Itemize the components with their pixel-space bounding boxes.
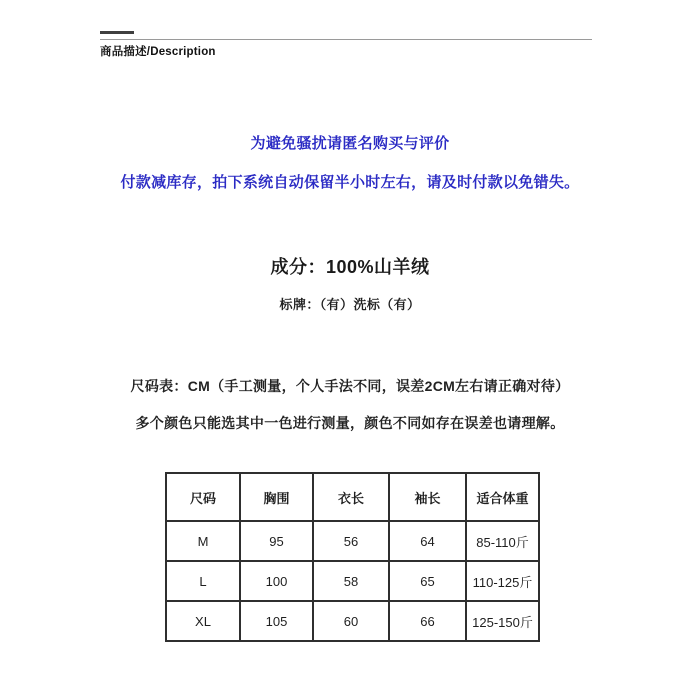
- payment-stock-notice: 付款减库存，拍下系统自动保留半小时左右，请及时付款以免错失。: [120, 174, 580, 191]
- cell-sleeve: 66: [389, 601, 466, 641]
- size-table-row-xl: [166, 601, 539, 641]
- column-header-weight: 适合体重: [466, 473, 539, 521]
- cell-size: L: [166, 561, 240, 601]
- column-header-chest: 胸围: [240, 473, 313, 521]
- cell-chest: 95: [240, 521, 313, 561]
- cell-length: 60: [313, 601, 389, 641]
- cell-length: 58: [313, 561, 389, 601]
- cell-weight: 110-125斤: [466, 561, 539, 601]
- size-chart-measure-note: 尺码表：CM（手工测量，个人手法不同，误差2CM左右请正确对待）: [130, 378, 570, 394]
- size-table-row-m: [166, 521, 539, 561]
- cell-size: M: [166, 521, 240, 561]
- size-table: [165, 472, 540, 642]
- cell-length: 56: [313, 521, 389, 561]
- column-header-size: 尺码: [166, 473, 240, 521]
- header-divider: [100, 39, 592, 40]
- size-table-row-l: [166, 561, 539, 601]
- description-title: 商品描述/Description: [100, 46, 216, 58]
- labels-washlabel-line: 标牌：（有）洗标（有）: [279, 297, 421, 312]
- cell-weight: 125-150斤: [466, 601, 539, 641]
- cell-sleeve: 64: [389, 521, 466, 561]
- column-header-length: 衣长: [313, 473, 389, 521]
- anonymous-purchase-notice: 为避免骚扰请匿名购买与评价: [250, 135, 450, 152]
- color-measure-note: 多个颜色只能选其中一色进行测量，颜色不同如存在误差也请理解。: [135, 415, 565, 431]
- column-header-sleeve: 袖长: [389, 473, 466, 521]
- cell-weight: 85-110斤: [466, 521, 539, 561]
- cell-chest: 105: [240, 601, 313, 641]
- cell-sleeve: 65: [389, 561, 466, 601]
- cell-size: XL: [166, 601, 240, 641]
- cell-chest: 100: [240, 561, 313, 601]
- header-dash: [100, 31, 134, 34]
- size-table-header-row: [166, 473, 539, 521]
- composition-heading: 成分：100%山羊绒: [270, 257, 430, 277]
